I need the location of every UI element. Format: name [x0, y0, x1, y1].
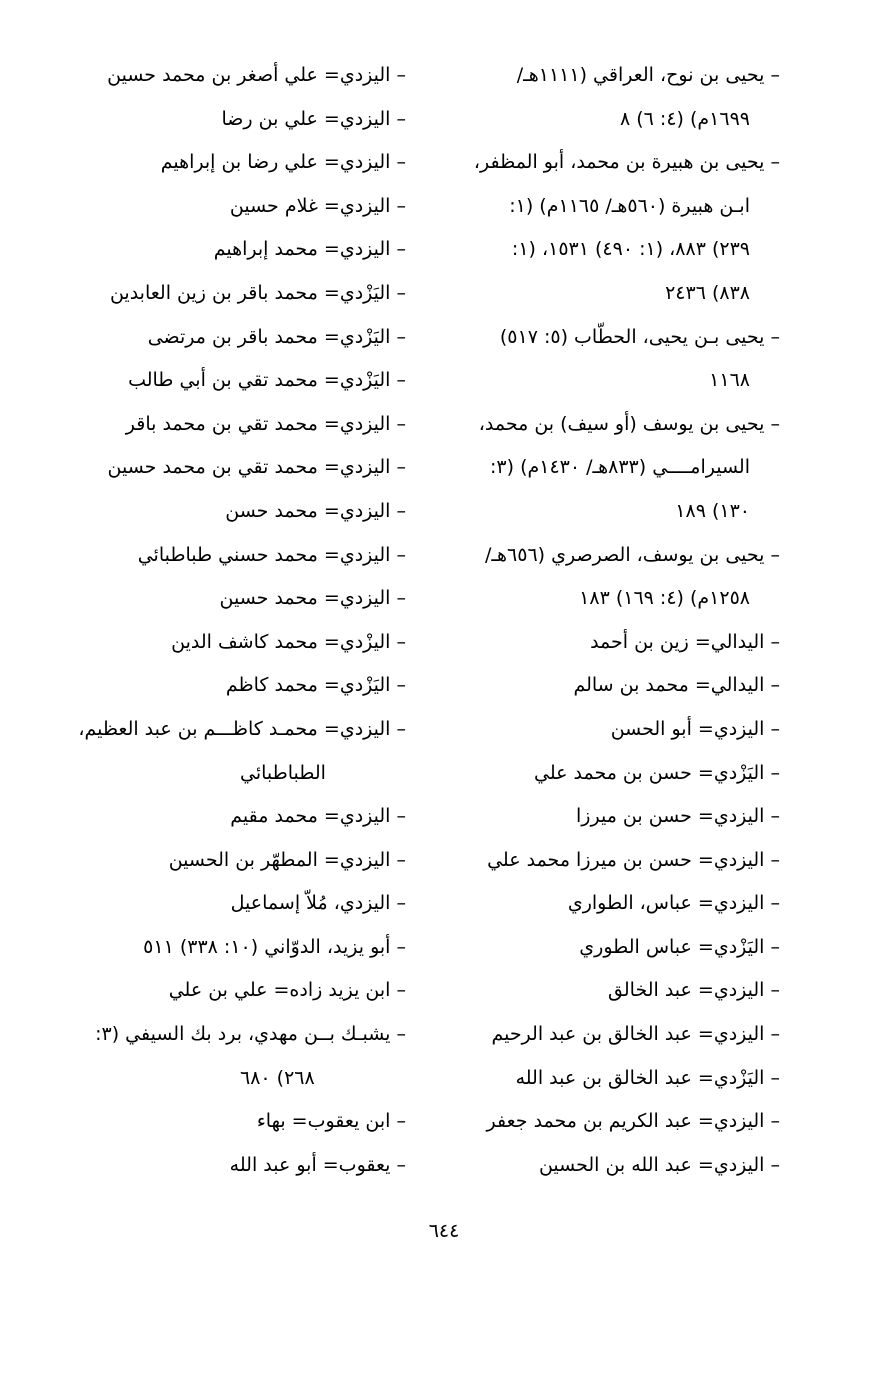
index-entry: – اليزدي= محمد مقيم [40, 795, 406, 839]
index-entry-continuation: ١٢٥٨م) (٤: ١٦٩) ١٨٣ [579, 587, 750, 610]
index-entry-continuation: ١٦٩٩م) (٤: ٦) ٨ [619, 107, 750, 130]
index-entry-continuation: السيرامــــي (٨٣٣هـ/ ١٤٣٠م) (٣: [490, 456, 750, 479]
index-entry: – اليزدي= علي بن رضا [40, 98, 406, 142]
index-entry: – يحيى بن هبيرة بن محمد، أبو المظفر، [430, 141, 780, 185]
index-entry-continuation: ٨٣٨) ٢٤٣٦ [665, 281, 750, 304]
index-entry: – يشبـك بــن مهدي، برد بك السيفي (٣: [40, 1013, 406, 1057]
index-entry-continuation: الطباطبائي [240, 761, 326, 784]
index-entry: – اليزدي= محمد حسن [40, 490, 406, 534]
index-entry: – يحيى بن نوح، العراقي (١١١١هـ/ [430, 54, 780, 98]
index-entry: – اليزدي= عبد الخالق [430, 969, 780, 1013]
index-entry: – اليَزْدي= محمد تقي بن أبي طالب [40, 359, 406, 403]
index-entry: – اليَزْدي= محمد باقر بن مرتضى [40, 316, 406, 360]
index-entry: – اليزدي= محمد تقي بن محمد حسين [40, 446, 406, 490]
page-number: ٦٤٤ [428, 1220, 460, 1242]
index-entry: – اليزدي= حسن بن ميرزا [430, 795, 780, 839]
index-entry: – اليزدي، مُلاّ إسماعيل [40, 882, 406, 926]
index-entry: – اليزدي= عباس، الطواري [430, 882, 780, 926]
index-entry-continuation: ١٣٠) ١٨٩ [675, 499, 750, 522]
index-entry: – اليَزْدي= حسن بن محمد علي [430, 752, 780, 796]
index-entry: – اليدالي= زين بن أحمد [430, 621, 780, 665]
index-entry: – اليزْدي= محمد كاشف الدين [40, 621, 406, 665]
index-entry: – اليزدي= أبو الحسن [430, 708, 780, 752]
index-entry: – اليزدي= محمد تقي بن محمد باقر [40, 403, 406, 447]
index-entry: – اليَزْدي= محمد باقر بن زين العابدين [40, 272, 406, 316]
index-entry: – يحيى بـن يحيى، الحطّاب (٥: ٥١٧) [430, 316, 780, 360]
index-entry: – اليزدي= عبد الكريم بن محمد جعفر [430, 1100, 780, 1144]
index-entry: – اليَزْدي= عبد الخالق بن عبد الله [430, 1057, 780, 1101]
right-column [430, 54, 780, 1187]
index-entry: – يحيى بن يوسف، الصرصري (٦٥٦هـ/ [430, 534, 780, 578]
index-entry: – اليزدي= علي رضا بن إبراهيم [40, 141, 406, 185]
index-entry: – اليزدي= عبد الله بن الحسين [430, 1144, 780, 1188]
index-entry-continuation: ٢٣٩) ٨٨٣، (١: ٤٩٠) ١٥٣١، (١: [511, 238, 750, 261]
index-entry: – يحيى بن يوسف (أو سيف) بن محمد، [430, 403, 780, 447]
left-column [40, 54, 406, 1187]
index-entry: – اليزدي= المطهّر بن الحسين [40, 839, 406, 883]
index-entry-continuation: ١١٦٨ [709, 369, 750, 392]
index-entry: – اليزدي= حسن بن ميرزا محمد علي [430, 839, 780, 883]
index-entry: – ابن يزيد زاده= علي بن علي [40, 969, 406, 1013]
index-entry-continuation: ابـن هبيرة (٥٦٠هـ/ ١١٦٥م) (١: [509, 194, 750, 217]
index-entry: – اليَزْدي= عباس الطوري [430, 926, 780, 970]
index-entry: – اليَزْدي= محمد كاظم [40, 664, 406, 708]
index-entry: – اليزدي= عبد الخالق بن عبد الرحيم [430, 1013, 780, 1057]
index-entry-continuation: ٢٦٨) ٦٨٠ [240, 1066, 315, 1089]
index-entry: – أبو يزيد، الدوّاني (١٠: ٣٣٨) ٥١١ [40, 926, 406, 970]
index-entry: – اليدالي= محمد بن سالم [430, 664, 780, 708]
index-entry: – ابن يعقوب= بهاء [40, 1100, 406, 1144]
index-entry: – اليزدي= محمد إبراهيم [40, 228, 406, 272]
index-entry: – يعقوب= أبو عبد الله [40, 1144, 406, 1188]
index-entry: – اليزدي= غلام حسين [40, 185, 406, 229]
index-entry: – اليزدي= محمد حسين [40, 577, 406, 621]
index-entry: – اليزدي= محمـد كاظـــم بن عبد العظيم، [40, 708, 406, 752]
index-entry: – اليزدي= محمد حسني طباطبائي [40, 534, 406, 578]
index-entry: – اليزدي= علي أصغر بن محمد حسين [40, 54, 406, 98]
